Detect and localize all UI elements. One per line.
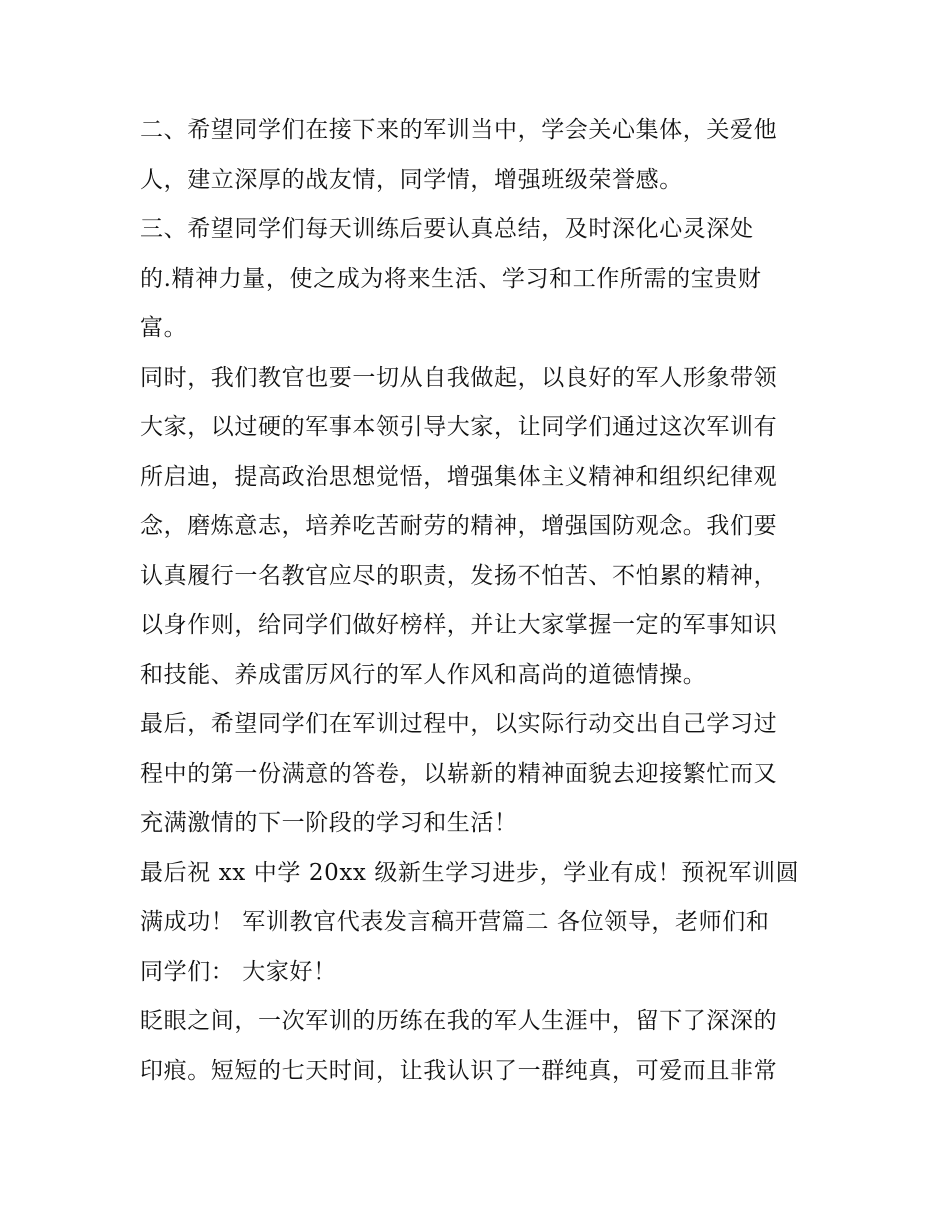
text-line: 所启迪，提高政治思想觉悟，增强集体主义精神和组织纪律观 [140, 463, 778, 490]
document-body [140, 106, 820, 1096]
text-line: 三、希望同学们每天训练后要认真总结，及时深化心灵深处 [140, 216, 754, 242]
text-line: 认真履行一名教官应尽的职责，发扬不怕苦、不怕累的精神， [140, 562, 778, 589]
text-line: 和技能、养成雷厉风行的军人作风和高尚的道德情操。 [140, 661, 707, 688]
text-line: 富。 [140, 315, 188, 341]
text-line: 同时，我们教官也要一切从自我做起，以良好的军人形象带领 [140, 364, 778, 391]
text-line: 同学们： 大家好！ [140, 958, 337, 985]
text-line: 二、希望同学们在接下来的军训当中，学会关心集体，关爱他 [140, 117, 778, 143]
text-line: 程中的第一份满意的答卷，以崭新的精神面貌去迎接繁忙而又 [140, 760, 778, 787]
text-line: 眨眼之间，一次军训的历练在我的军人生涯中，留下了深深的 [140, 1008, 778, 1034]
text-line: 以身作则，给同学们做好榜样，并让大家掌握一定的军事知识 [140, 612, 778, 638]
text-line: 的.精神力量，使之成为将来生活、学习和工作所需的宝贵财 [140, 265, 762, 292]
text-line: 念，磨炼意志，培养吃苦耐劳的精神，增强国防观念。我们要 [140, 513, 778, 539]
text-line: 最后，希望同学们在军训过程中，以实际行动交出自己学习过 [140, 711, 778, 737]
text-line: 印痕。短短的七天时间，让我认识了一群纯真，可爱而且非常 [140, 1057, 778, 1084]
text-line: 最后祝 xx 中学 20xx 级新生学习进步，学业有成！预祝军训圆 [140, 859, 800, 886]
text-line: 人，建立深厚的战友情，同学情，增强班级荣誉感。 [140, 166, 683, 193]
text-line: 大家，以过硬的军事本领引导大家，让同学们通过这次军训有 [140, 414, 778, 440]
text-line: 满成功！ 军训教官代表发言稿开营篇二 各位领导，老师们和 [140, 909, 770, 935]
text-line: 充满激情的下一阶段的学习和生活！ [140, 810, 518, 836]
